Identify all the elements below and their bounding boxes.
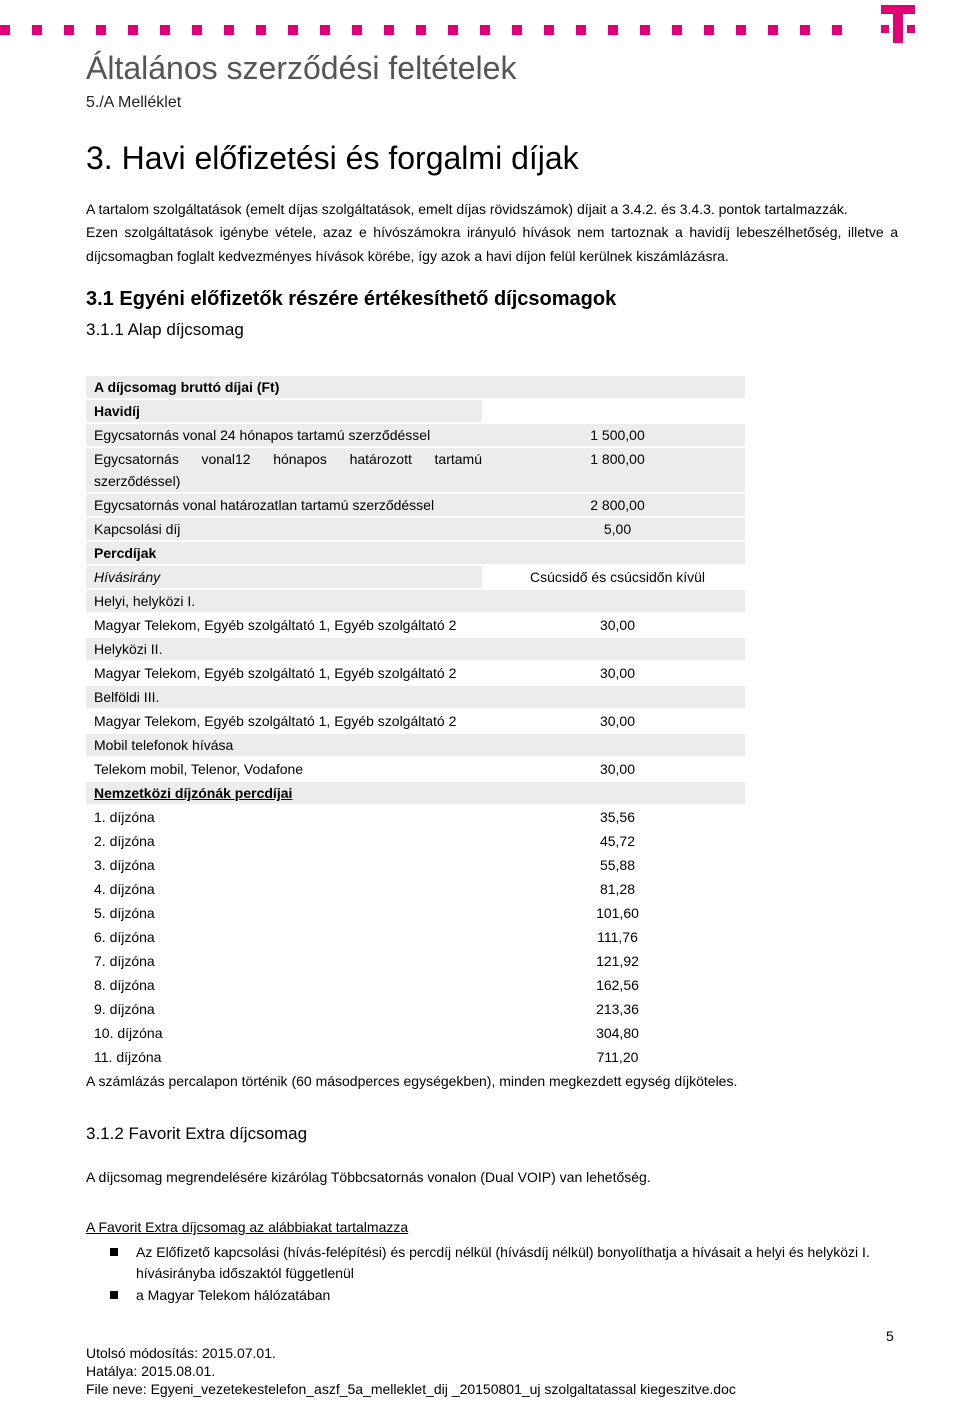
- billing-note: A számlázás percalapon történik (60 másodperces egységekben), minden megkezdett egység díjköteles.: [86, 1073, 738, 1089]
- table-header-row: [86, 376, 745, 399]
- direction-label: Hívásirány: [86, 565, 482, 589]
- table-row: [86, 661, 745, 685]
- package-description: A díjcsomag megrendelésére kizárólag Többcsatornás vonalon (Dual VOIP) van lehetőség.: [86, 1169, 651, 1185]
- list-item: [110, 1285, 900, 1306]
- brand-dot: [512, 25, 522, 35]
- brand-dot: [768, 25, 778, 35]
- brand-dot: [32, 25, 42, 35]
- zone-label: 8. díjzóna: [94, 977, 155, 993]
- list-item-text: a Magyar Telekom hálózatában: [136, 1287, 331, 1303]
- row-value: 1 800,00: [482, 447, 745, 493]
- zone-value: 101,60: [596, 905, 639, 921]
- row-label: Kapcsolási díj: [86, 517, 482, 541]
- brand-dot: [416, 25, 426, 35]
- table-row: [86, 805, 745, 829]
- footer-modified: Utolsó módosítás: 2015.07.01.: [86, 1345, 276, 1361]
- section-heading: 3. Havi előfizetési és forgalmi díjak: [86, 140, 579, 176]
- bullet-icon: [110, 1248, 118, 1256]
- row-value: 30,00: [599, 761, 636, 777]
- brand-dot: [640, 25, 650, 35]
- row-label: Magyar Telekom, Egyéb szolgáltató 1, Egyéb szolgáltató 2: [94, 713, 457, 729]
- table-row: [86, 877, 745, 901]
- row-value: 1 500,00: [482, 423, 745, 447]
- zone-value: 55,88: [599, 857, 636, 873]
- brand-dot: [576, 25, 586, 35]
- footer-effective: Hatálya: 2015.08.01.: [86, 1363, 216, 1379]
- brand-dots: [0, 25, 864, 35]
- fee-table: [86, 376, 745, 1070]
- direction-value: Csúcsidő és csúcsidőn kívül: [482, 565, 745, 589]
- table-row: [86, 613, 745, 637]
- zone-label: 3. díjzóna: [94, 857, 155, 873]
- zone-value: 304,80: [596, 1025, 639, 1041]
- percdijak-label: Percdíjak: [86, 541, 745, 565]
- row-value: 30,00: [599, 665, 636, 681]
- zone-label: 2. díjzóna: [94, 833, 155, 849]
- brand-dot: [544, 25, 554, 35]
- table-row: [86, 709, 745, 733]
- table-row: [86, 733, 745, 757]
- intl-label: Nemzetközi díjzónák percdíjai: [86, 781, 745, 805]
- zone-label: 4. díjzóna: [94, 881, 155, 897]
- brand-dot: [480, 25, 490, 35]
- zone-label: 10. díjzóna: [94, 1025, 163, 1041]
- row-value: 5,00: [482, 517, 745, 541]
- zone-label: 5. díjzóna: [94, 905, 155, 921]
- table-row: [86, 565, 745, 589]
- table-row: [86, 973, 745, 997]
- zone-value: 162,56: [596, 977, 639, 993]
- zone-value: 35,56: [599, 809, 636, 825]
- intro-paragraph: A tartalom szolgáltatások (emelt díjas szolgáltatások, emelt díjas rövidszámok) díjait a 3.4.2. és 3.4.3. pontok tartalmazzák.: [86, 201, 848, 217]
- row-label: Magyar Telekom, Egyéb szolgáltató 1, Egyéb szolgáltató 2: [94, 665, 457, 681]
- contains-heading: A Favorit Extra díjcsomag az alábbiakat tartalmazza: [86, 1219, 409, 1235]
- table-row: [86, 399, 745, 423]
- table-row: [86, 589, 745, 613]
- table-row: [86, 925, 745, 949]
- zone-value: 213,36: [596, 1001, 639, 1017]
- group-title: Mobil telefonok hívása: [86, 733, 745, 757]
- package-heading: 3.1.2 Favorit Extra díjcsomag: [86, 1124, 308, 1143]
- row-value: 2 800,00: [482, 493, 745, 517]
- row-value: 30,00: [599, 617, 636, 633]
- group-title: Belföldi III.: [86, 685, 745, 709]
- brand-dot: [384, 25, 394, 35]
- brand-dot: [448, 25, 458, 35]
- feature-list: [110, 1242, 900, 1307]
- list-item-text: Az Előfizető kapcsolási (hívás-felépítési) és percdíj nélkül (hívásdíj nélkül) bonyolíthatja a hívásait a helyi és helyközi I. hívásirányba időszaktól függetlenül: [136, 1244, 870, 1281]
- zone-value: 121,92: [596, 953, 639, 969]
- brand-dot: [192, 25, 202, 35]
- brand-dot: [736, 25, 746, 35]
- brand-dot: [128, 25, 138, 35]
- page-number: 5: [886, 1328, 894, 1344]
- bullet-icon: [110, 1291, 118, 1299]
- table-row: [86, 901, 745, 925]
- brand-dot: [352, 25, 362, 35]
- footer-filename: File neve: Egyeni_vezetekestelefon_aszf_5a_melleklet_dij _20150801_uj szolgaltatassal kiegeszitve.doc: [86, 1381, 736, 1397]
- table-row: [86, 949, 745, 973]
- table-row: [86, 829, 745, 853]
- zone-value: 711,20: [596, 1049, 639, 1065]
- zone-value: 45,72: [599, 833, 636, 849]
- telekom-logo-icon: [881, 5, 915, 43]
- zone-value: 111,76: [597, 929, 638, 945]
- table-header: A díjcsomag bruttó díjai (Ft): [86, 376, 745, 399]
- havidij-label: Havidíj: [86, 399, 482, 423]
- table-row: [86, 781, 745, 805]
- group-title: Helyi, helyközi I.: [86, 589, 745, 613]
- brand-dot: [608, 25, 618, 35]
- table-row: [86, 685, 745, 709]
- row-label: Egycsatornás vonal határozatlan tartamú szerződéssel: [86, 493, 482, 517]
- row-label: Magyar Telekom, Egyéb szolgáltató 1, Egyéb szolgáltató 2: [94, 617, 457, 633]
- brand-dot: [800, 25, 810, 35]
- brand-dot: [320, 25, 330, 35]
- package-heading: 3.1.1 Alap díjcsomag: [86, 320, 244, 339]
- brand-dot: [224, 25, 234, 35]
- zone-value: 81,28: [599, 881, 636, 897]
- table-row: [86, 997, 745, 1021]
- brand-dot: [64, 25, 74, 35]
- group-title: Helyközi II.: [86, 637, 745, 661]
- zone-label: 1. díjzóna: [94, 809, 155, 825]
- brand-dot: [288, 25, 298, 35]
- table-row: [86, 853, 745, 877]
- brand-dot: [160, 25, 170, 35]
- table-row: [86, 1045, 745, 1069]
- table-row: [86, 447, 745, 493]
- zone-label: 9. díjzóna: [94, 1001, 155, 1017]
- table-row: [86, 517, 745, 541]
- table-row: [86, 757, 745, 781]
- body-paragraph: Ezen szolgáltatások igénybe vétele, azaz e hívószámokra irányuló hívások nem tartoznak a havidíj lebeszélhetőség, illetve a díjcsomagban foglalt kedvezményes hívások körébe, így azok a havi díjon felül kerülnek kiszámlázásra.: [86, 224, 898, 264]
- document-subtitle: 5./A Melléklet: [86, 94, 182, 111]
- table-row: [86, 1021, 745, 1045]
- zone-label: 7. díjzóna: [94, 953, 155, 969]
- table-row: [86, 423, 745, 447]
- subsection-heading: 3.1 Egyéni előfizetők részére értékesíthető díjcsomagok: [86, 288, 617, 310]
- brand-dot: [96, 25, 106, 35]
- zone-label: 6. díjzóna: [94, 929, 155, 945]
- zone-label: 11. díjzóna: [94, 1049, 162, 1065]
- row-value: 30,00: [599, 713, 636, 729]
- row-label: Egycsatornás vonal12 hónapos határozott tartamú szerződéssel): [86, 447, 482, 493]
- table-row: [86, 637, 745, 661]
- brand-dot: [832, 25, 842, 35]
- brand-dot: [0, 25, 10, 35]
- brand-dot: [256, 25, 266, 35]
- brand-dot: [672, 25, 682, 35]
- row-label: Telekom mobil, Telenor, Vodafone: [94, 761, 304, 777]
- table-row: [86, 541, 745, 565]
- list-item: [110, 1242, 900, 1284]
- brand-dot: [704, 25, 714, 35]
- document-title: Általános szerződési feltételek: [86, 50, 517, 86]
- table-row: [86, 493, 745, 517]
- row-label: Egycsatornás vonal 24 hónapos tartamú szerződéssel: [86, 423, 482, 447]
